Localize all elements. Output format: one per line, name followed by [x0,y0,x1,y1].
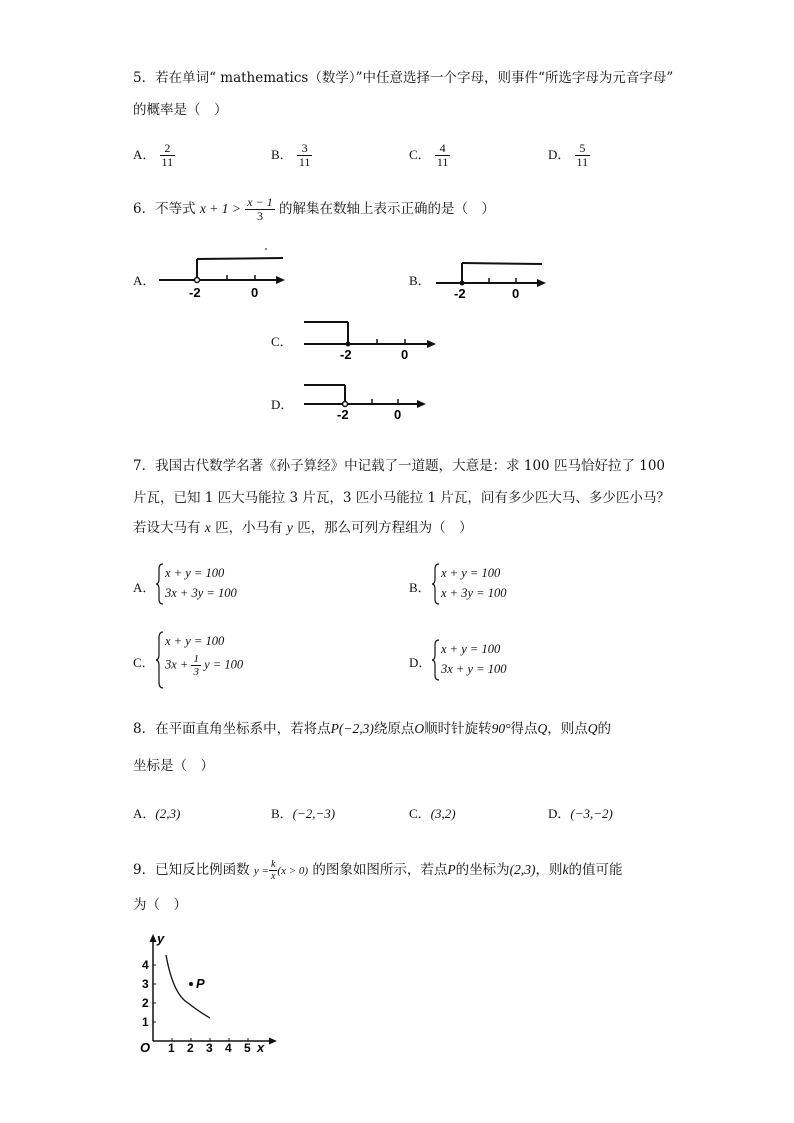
q8-option-a[interactable]: A．(2,3) [133,806,181,821]
x-tick-label: 1 [168,1041,175,1055]
tick-label: 0 [394,407,402,422]
q7-option-c-system[interactable] [165,631,243,678]
left-brace-icon [155,563,165,605]
x-tick-label: 2 [187,1041,194,1055]
option-label: C． [409,147,431,162]
q6-option-c-label[interactable]: C． [271,334,293,349]
option-label: B． [271,147,293,162]
q7-line1: 7．我国古代数学名著《孙子算经》中记载了一道题，大意是：求 100 匹马恰好拉了 100 [133,458,665,474]
equation: 3x + 3y = 100 [165,586,237,600]
fraction: $\frac{4}{11}$ [436,141,449,169]
q8-option-c[interactable]: C．(3,2) [409,806,456,821]
q8-line2: 坐标是（ ） [133,758,214,774]
origin-label: O [140,1040,151,1055]
q7-option-b-system[interactable] [441,563,506,603]
q6-number-line-d[interactable] [300,378,432,424]
fraction: $\frac{x - 1}{3}$ [247,195,273,223]
equation: 3x + $\frac{1}{3}$ y = 100 [165,653,244,678]
x-tick-label: 5 [244,1041,251,1055]
x-tick-label: 3 [206,1041,213,1055]
fraction: $\frac{1}{3}$ [193,653,199,678]
tick-label: -2 [340,347,352,362]
equation: x + y = 100 [441,642,501,656]
q5-option-c[interactable] [409,142,450,169]
q6-number-line-b[interactable] [432,252,552,302]
equation: x + 3y = 100 [441,586,507,600]
q7-option-b-label[interactable]: B． [409,580,431,595]
option-label: A． [133,147,156,162]
fraction: $\frac{k}{x}$ [270,859,276,882]
tick-label: -2 [454,286,466,301]
tick-label: 0 [251,285,259,300]
y-tick-label: 2 [142,996,149,1010]
q7-option-a-system[interactable] [165,563,237,603]
x-tick-label: 4 [225,1041,232,1055]
left-brace-icon [431,639,441,681]
q8-option-b[interactable]: B．(−2,−3) [271,806,336,821]
q9-line2: 为（ ） [133,897,187,913]
q7-line3: 若设大马有 x 匹，小马有 y 匹，那么可列方程组为（ ） [133,520,473,536]
q6-number-line-c[interactable] [300,314,442,364]
equation: 3x + y = 100 [441,662,507,676]
y-axis-label: y [157,931,165,946]
fraction: $\frac{2}{11}$ [161,141,174,169]
q6-number-line-a[interactable] [155,244,290,302]
q6-stem: 6．不等式 x + 1 > $\frac{x - 1}{3}$ 的解集在数轴上表示正确的是（ ） [133,195,496,223]
q5-option-a[interactable] [133,142,175,169]
y-tick-label: 3 [142,977,149,991]
fraction: $\frac{5}{11}$ [576,141,589,169]
point-p [189,982,193,986]
q7-option-d-system[interactable] [441,639,506,679]
y-tick-label: 4 [142,958,149,972]
left-brace-icon [431,563,441,605]
q6-option-b-label[interactable]: B． [409,273,431,288]
equation: x + y = 100 [165,634,225,648]
left-brace-icon [155,631,165,689]
q7-line2: 片瓦，已知 1 匹大马能拉 3 片瓦，3 匹小马能拉 1 片瓦，问有多少匹大马、多少匹小马？ [133,490,670,506]
q5-line1: 5．若在单词“ mathematics（数学）”中任意选择一个字母，则事件“所选字母为元音字母” [133,70,674,86]
y-tick-label: 1 [142,1015,149,1029]
q8-line1: 8．在平面直角坐标系中，若将点P(−2,3)绕原点O顺时针旋转90°得点Q，则点Q的 [133,721,611,737]
q9-function-graph [133,928,283,1058]
q7-option-d-label[interactable]: D． [409,655,432,670]
fraction: $\frac{3}{11}$ [298,141,311,169]
q5-option-b[interactable] [271,142,312,169]
tick-label: -2 [337,407,349,422]
q9-line1: 9．已知反比例函数 y = $\frac{k}{x}$ (x > 0) 的图象如图所示，若点P的坐标为(2,3)，则k的值可能 [133,859,623,882]
option-label: D． [548,147,571,162]
tick-label: -2 [189,285,201,300]
q5-line2: 的概率是（ ） [133,102,228,118]
q5-option-d[interactable] [548,142,590,169]
q7-option-a-label[interactable]: A． [133,580,156,595]
x-axis-label: x [257,1040,265,1055]
q8-option-d[interactable]: D．(−3,−2) [548,806,613,821]
q7-option-c-label[interactable]: C． [133,655,155,670]
tick-label: 0 [512,286,520,301]
q6-option-d-label[interactable]: D． [271,397,294,412]
equation: x + y = 100 [165,566,225,580]
equation: x + y = 100 [441,566,501,580]
tick-label: 0 [401,347,409,362]
point-p-label: P [196,976,205,991]
q6-option-a-label[interactable]: A． [133,273,156,288]
